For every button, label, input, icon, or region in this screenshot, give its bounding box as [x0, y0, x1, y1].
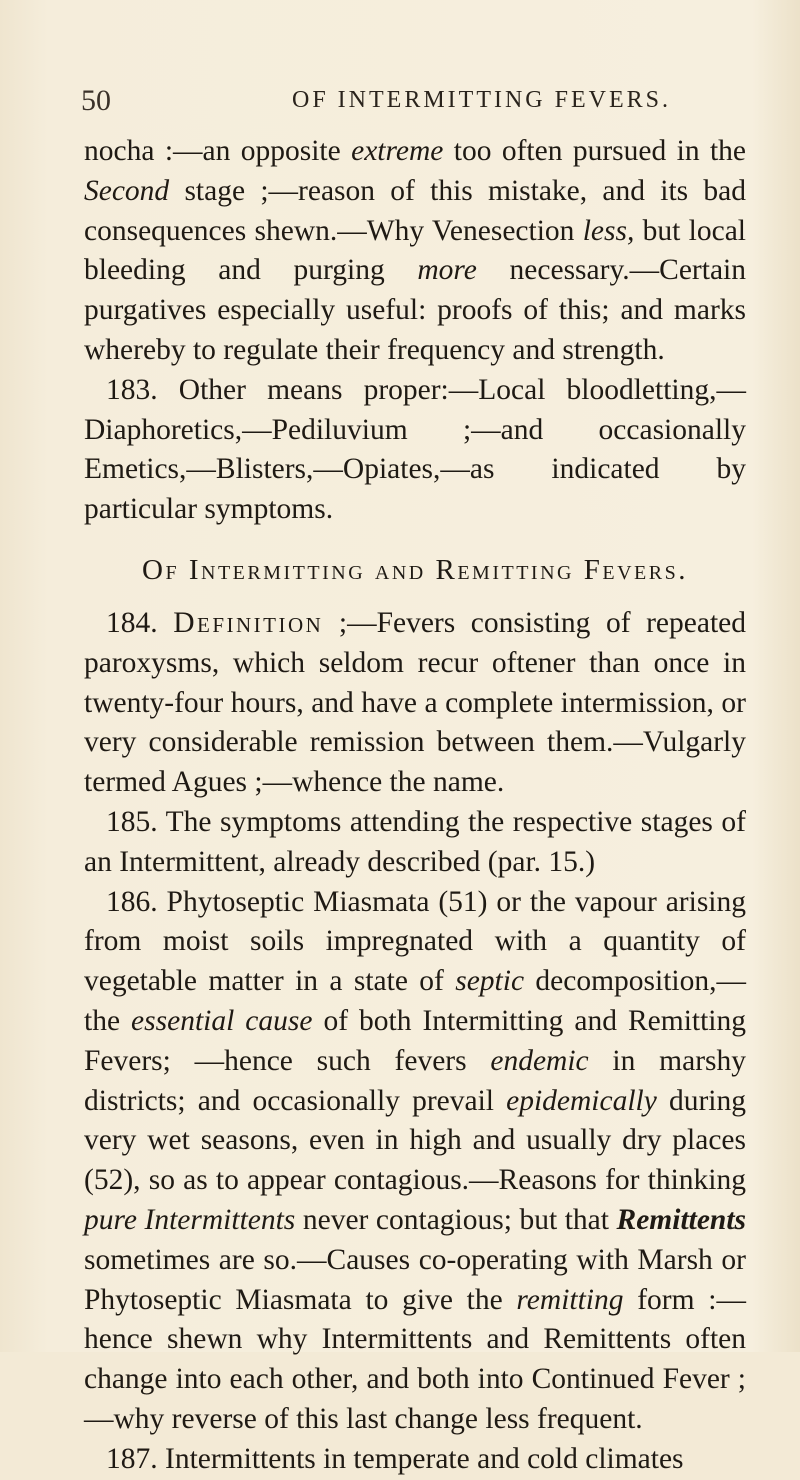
paragraph-184: 184. Definition ;—Fevers consisting of repeated paroxysms, which seldom recur oftener than once in twenty-four hours, and have a complete intermission, or very considerable remission between them.—Vulgarly termed Agues ;—whence the name.	[84, 606, 747, 799]
section-heading: Of Intermitting and Remitting Fevers.	[142, 553, 688, 586]
italic-run: remitting	[516, 1283, 624, 1316]
paragraph-183: 183. Other means proper:—Local bloodletting,—Diaphoretics,—Pediluvium ;—and occasionally Emetics,—Blisters,—Opiates,—as indicated by particular symptoms.	[84, 373, 746, 526]
italic-run: epidemically	[506, 1084, 657, 1117]
bold-italic-run: Remittents	[616, 1203, 747, 1236]
italic-run: septic	[455, 965, 525, 998]
paragraph-186: 186. Phytoseptic Miasmata (51) or the vapour arising from moist soils impregnated with a quantity of vegetable matter in a state of septic decomposition,—the essential cause of both Intermitting and Remitting Fevers; —hence such fevers endemic in marshy districts; and occasionally prevail epidemically during very wet seasons, even in high and usually dry places (52), so as to appear contagious.—Reasons for thinking pure Intermittents never contagious; but that Remittents sometimes are so.—Causes co-operating with Marsh or Phytoseptic Miasmata to give the remitting form :—hence shewn why Intermittents and Remittents often change into each other, and both into Continued Fever ;—why reverse of this last change less frequent.	[84, 885, 747, 1435]
italic-run: Second	[84, 174, 170, 207]
page-number: 50	[81, 84, 111, 117]
page-header	[0, 84, 800, 124]
italic-run: essential cause	[131, 1004, 313, 1037]
italic-run: less,	[582, 214, 635, 247]
italic-run: more	[417, 254, 477, 287]
running-head: OF INTERMITTING FEVERS.	[292, 87, 671, 113]
small-caps-run: Definition	[173, 606, 324, 639]
italic-run: extreme	[351, 135, 444, 167]
paragraph-187: 187. Intermittents in temperate and cold climates	[106, 1442, 684, 1475]
paragraph-continued: nocha :—an opposite extreme too often pursued in the Second stage ;—reason of this mistake, and its bad consequences shewn.—Why Venesection less, but local bleeding and purging more necessary.—Certain purgatives especially useful: proofs of this; and marks whereby to regulate their frequency and strength.	[84, 135, 746, 366]
italic-run: pure Intermittents	[84, 1203, 296, 1236]
body-text	[84, 132, 746, 1480]
paragraph-185: 185. The symptoms attending the respective stages of an Intermittent, already described (par. 15.)	[84, 805, 746, 878]
italic-run: endemic	[490, 1044, 589, 1077]
